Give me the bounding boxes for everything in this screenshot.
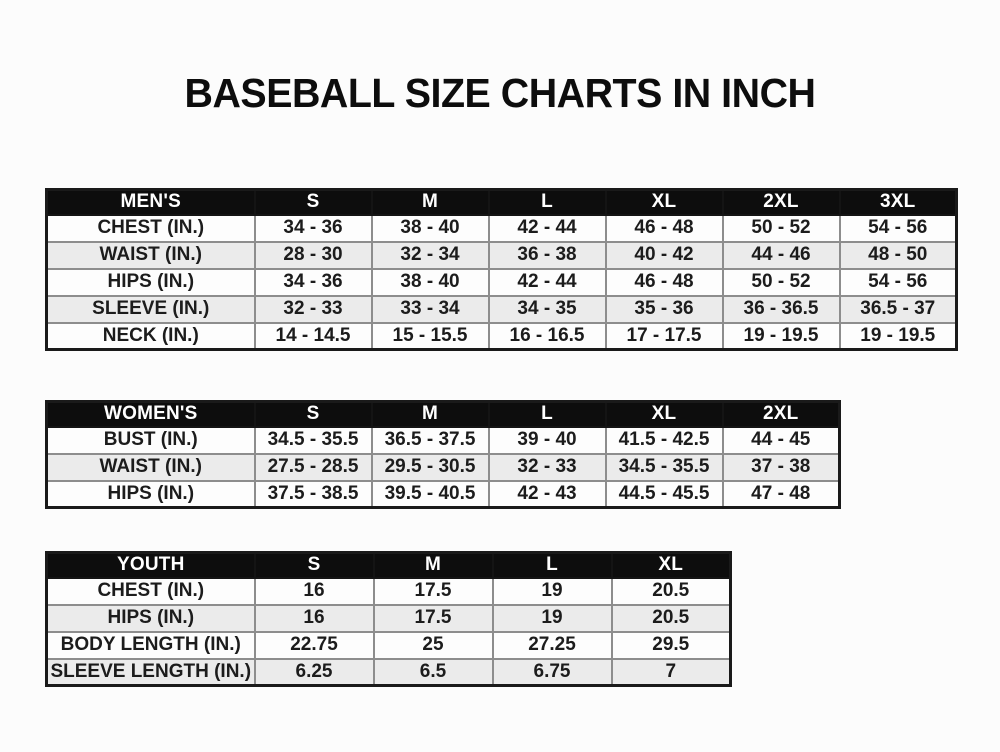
size-cell: 17.5 xyxy=(374,605,493,632)
size-cell: 46 - 48 xyxy=(606,215,723,242)
size-cell: 41.5 - 42.5 xyxy=(606,427,723,454)
size-cell: 54 - 56 xyxy=(840,269,957,296)
measurement-label-cell: BUST (IN.) xyxy=(47,427,255,454)
size-cell: 44 - 45 xyxy=(723,427,840,454)
size-cell: 48 - 50 xyxy=(840,242,957,269)
table-row-body-length xyxy=(47,632,731,659)
size-cell: 34.5 - 35.5 xyxy=(255,427,372,454)
size-cell: 34 - 36 xyxy=(255,215,372,242)
size-cell: 34 - 35 xyxy=(489,296,606,323)
table-row-hips xyxy=(47,605,731,632)
mens-header-row xyxy=(47,190,957,215)
measurement-label-cell: SLEEVE (IN.) xyxy=(47,296,255,323)
size-cell: 38 - 40 xyxy=(372,215,489,242)
size-cell: 37.5 - 38.5 xyxy=(255,481,372,508)
column-header-xl: XL xyxy=(606,190,723,215)
measurement-label-cell: WAIST (IN.) xyxy=(47,454,255,481)
table-row-sleeve xyxy=(47,296,957,323)
size-cell: 54 - 56 xyxy=(840,215,957,242)
size-cell: 50 - 52 xyxy=(723,215,840,242)
size-cell: 47 - 48 xyxy=(723,481,840,508)
column-header-s: S xyxy=(255,190,372,215)
womens-table-title: WOMEN'S xyxy=(47,402,255,427)
column-header-xl: XL xyxy=(612,553,731,578)
measurement-label-cell: CHEST (IN.) xyxy=(47,578,255,605)
size-cell: 36 - 36.5 xyxy=(723,296,840,323)
table-row-bust xyxy=(47,427,840,454)
measurement-label-cell: WAIST (IN.) xyxy=(47,242,255,269)
size-cell: 36 - 38 xyxy=(489,242,606,269)
table-row-waist xyxy=(47,242,957,269)
size-cell: 16 xyxy=(255,578,374,605)
size-cell: 25 xyxy=(374,632,493,659)
size-cell: 16 - 16.5 xyxy=(489,323,606,350)
column-header-l: L xyxy=(489,402,606,427)
size-cell: 40 - 42 xyxy=(606,242,723,269)
size-cell: 36.5 - 37.5 xyxy=(372,427,489,454)
column-header-xl: XL xyxy=(606,402,723,427)
measurement-label-cell: HIPS (IN.) xyxy=(47,481,255,508)
size-cell: 14 - 14.5 xyxy=(255,323,372,350)
size-cell: 39 - 40 xyxy=(489,427,606,454)
size-cell: 32 - 33 xyxy=(255,296,372,323)
size-cell: 17.5 xyxy=(374,578,493,605)
column-header-s: S xyxy=(255,553,374,578)
table-row-neck xyxy=(47,323,957,350)
measurement-label-cell: BODY LENGTH (IN.) xyxy=(47,632,255,659)
size-cell: 42 - 44 xyxy=(489,269,606,296)
size-cell: 19 xyxy=(493,605,612,632)
size-cell: 7 xyxy=(612,659,731,686)
measurement-label-cell: HIPS (IN.) xyxy=(47,269,255,296)
size-cell: 32 - 33 xyxy=(489,454,606,481)
size-cell: 39.5 - 40.5 xyxy=(372,481,489,508)
column-header-2xl: 2XL xyxy=(723,402,840,427)
column-header-m: M xyxy=(374,553,493,578)
size-cell: 42 - 44 xyxy=(489,215,606,242)
size-cell: 27.25 xyxy=(493,632,612,659)
size-cell: 32 - 34 xyxy=(372,242,489,269)
size-cell: 46 - 48 xyxy=(606,269,723,296)
size-cell: 27.5 - 28.5 xyxy=(255,454,372,481)
size-cell: 42 - 43 xyxy=(489,481,606,508)
size-cell: 38 - 40 xyxy=(372,269,489,296)
size-cell: 29.5 - 30.5 xyxy=(372,454,489,481)
table-row-hips xyxy=(47,269,957,296)
size-cell: 15 - 15.5 xyxy=(372,323,489,350)
womens-size-table xyxy=(45,400,841,509)
size-cell: 20.5 xyxy=(612,578,731,605)
size-cell: 29.5 xyxy=(612,632,731,659)
youth-size-table xyxy=(45,551,732,687)
size-cell: 22.75 xyxy=(255,632,374,659)
table-row-chest xyxy=(47,215,957,242)
page-title: BASEBALL SIZE CHARTS IN INCH xyxy=(184,70,816,116)
measurement-label-cell: CHEST (IN.) xyxy=(47,215,255,242)
mens-table-title: MEN'S xyxy=(47,190,255,215)
size-cell: 50 - 52 xyxy=(723,269,840,296)
column-header-l: L xyxy=(489,190,606,215)
size-cell: 6.75 xyxy=(493,659,612,686)
size-cell: 35 - 36 xyxy=(606,296,723,323)
column-header-m: M xyxy=(372,190,489,215)
size-cell: 36.5 - 37 xyxy=(840,296,957,323)
mens-size-table xyxy=(45,188,958,351)
size-cell: 34.5 - 35.5 xyxy=(606,454,723,481)
column-header-3xl: 3XL xyxy=(840,190,957,215)
size-cell: 19 xyxy=(493,578,612,605)
measurement-label-cell: HIPS (IN.) xyxy=(47,605,255,632)
table-row-chest xyxy=(47,578,731,605)
size-cell: 20.5 xyxy=(612,605,731,632)
table-row-hips xyxy=(47,481,840,508)
size-cell: 44 - 46 xyxy=(723,242,840,269)
youth-header-row xyxy=(47,553,731,578)
size-cell: 44.5 - 45.5 xyxy=(606,481,723,508)
column-header-m: M xyxy=(372,402,489,427)
table-row-sleeve-length xyxy=(47,659,731,686)
size-cell: 33 - 34 xyxy=(372,296,489,323)
size-cell: 34 - 36 xyxy=(255,269,372,296)
size-cell: 16 xyxy=(255,605,374,632)
womens-header-row xyxy=(47,402,840,427)
size-cell: 19 - 19.5 xyxy=(723,323,840,350)
column-header-l: L xyxy=(493,553,612,578)
column-header-2xl: 2XL xyxy=(723,190,840,215)
size-cell: 6.5 xyxy=(374,659,493,686)
column-header-s: S xyxy=(255,402,372,427)
size-cell: 19 - 19.5 xyxy=(840,323,957,350)
measurement-label-cell: SLEEVE LENGTH (IN.) xyxy=(47,659,255,686)
size-cell: 28 - 30 xyxy=(255,242,372,269)
table-row-waist xyxy=(47,454,840,481)
size-cell: 6.25 xyxy=(255,659,374,686)
youth-table-title: YOUTH xyxy=(47,553,255,578)
size-cell: 37 - 38 xyxy=(723,454,840,481)
size-cell: 17 - 17.5 xyxy=(606,323,723,350)
measurement-label-cell: NECK (IN.) xyxy=(47,323,255,350)
